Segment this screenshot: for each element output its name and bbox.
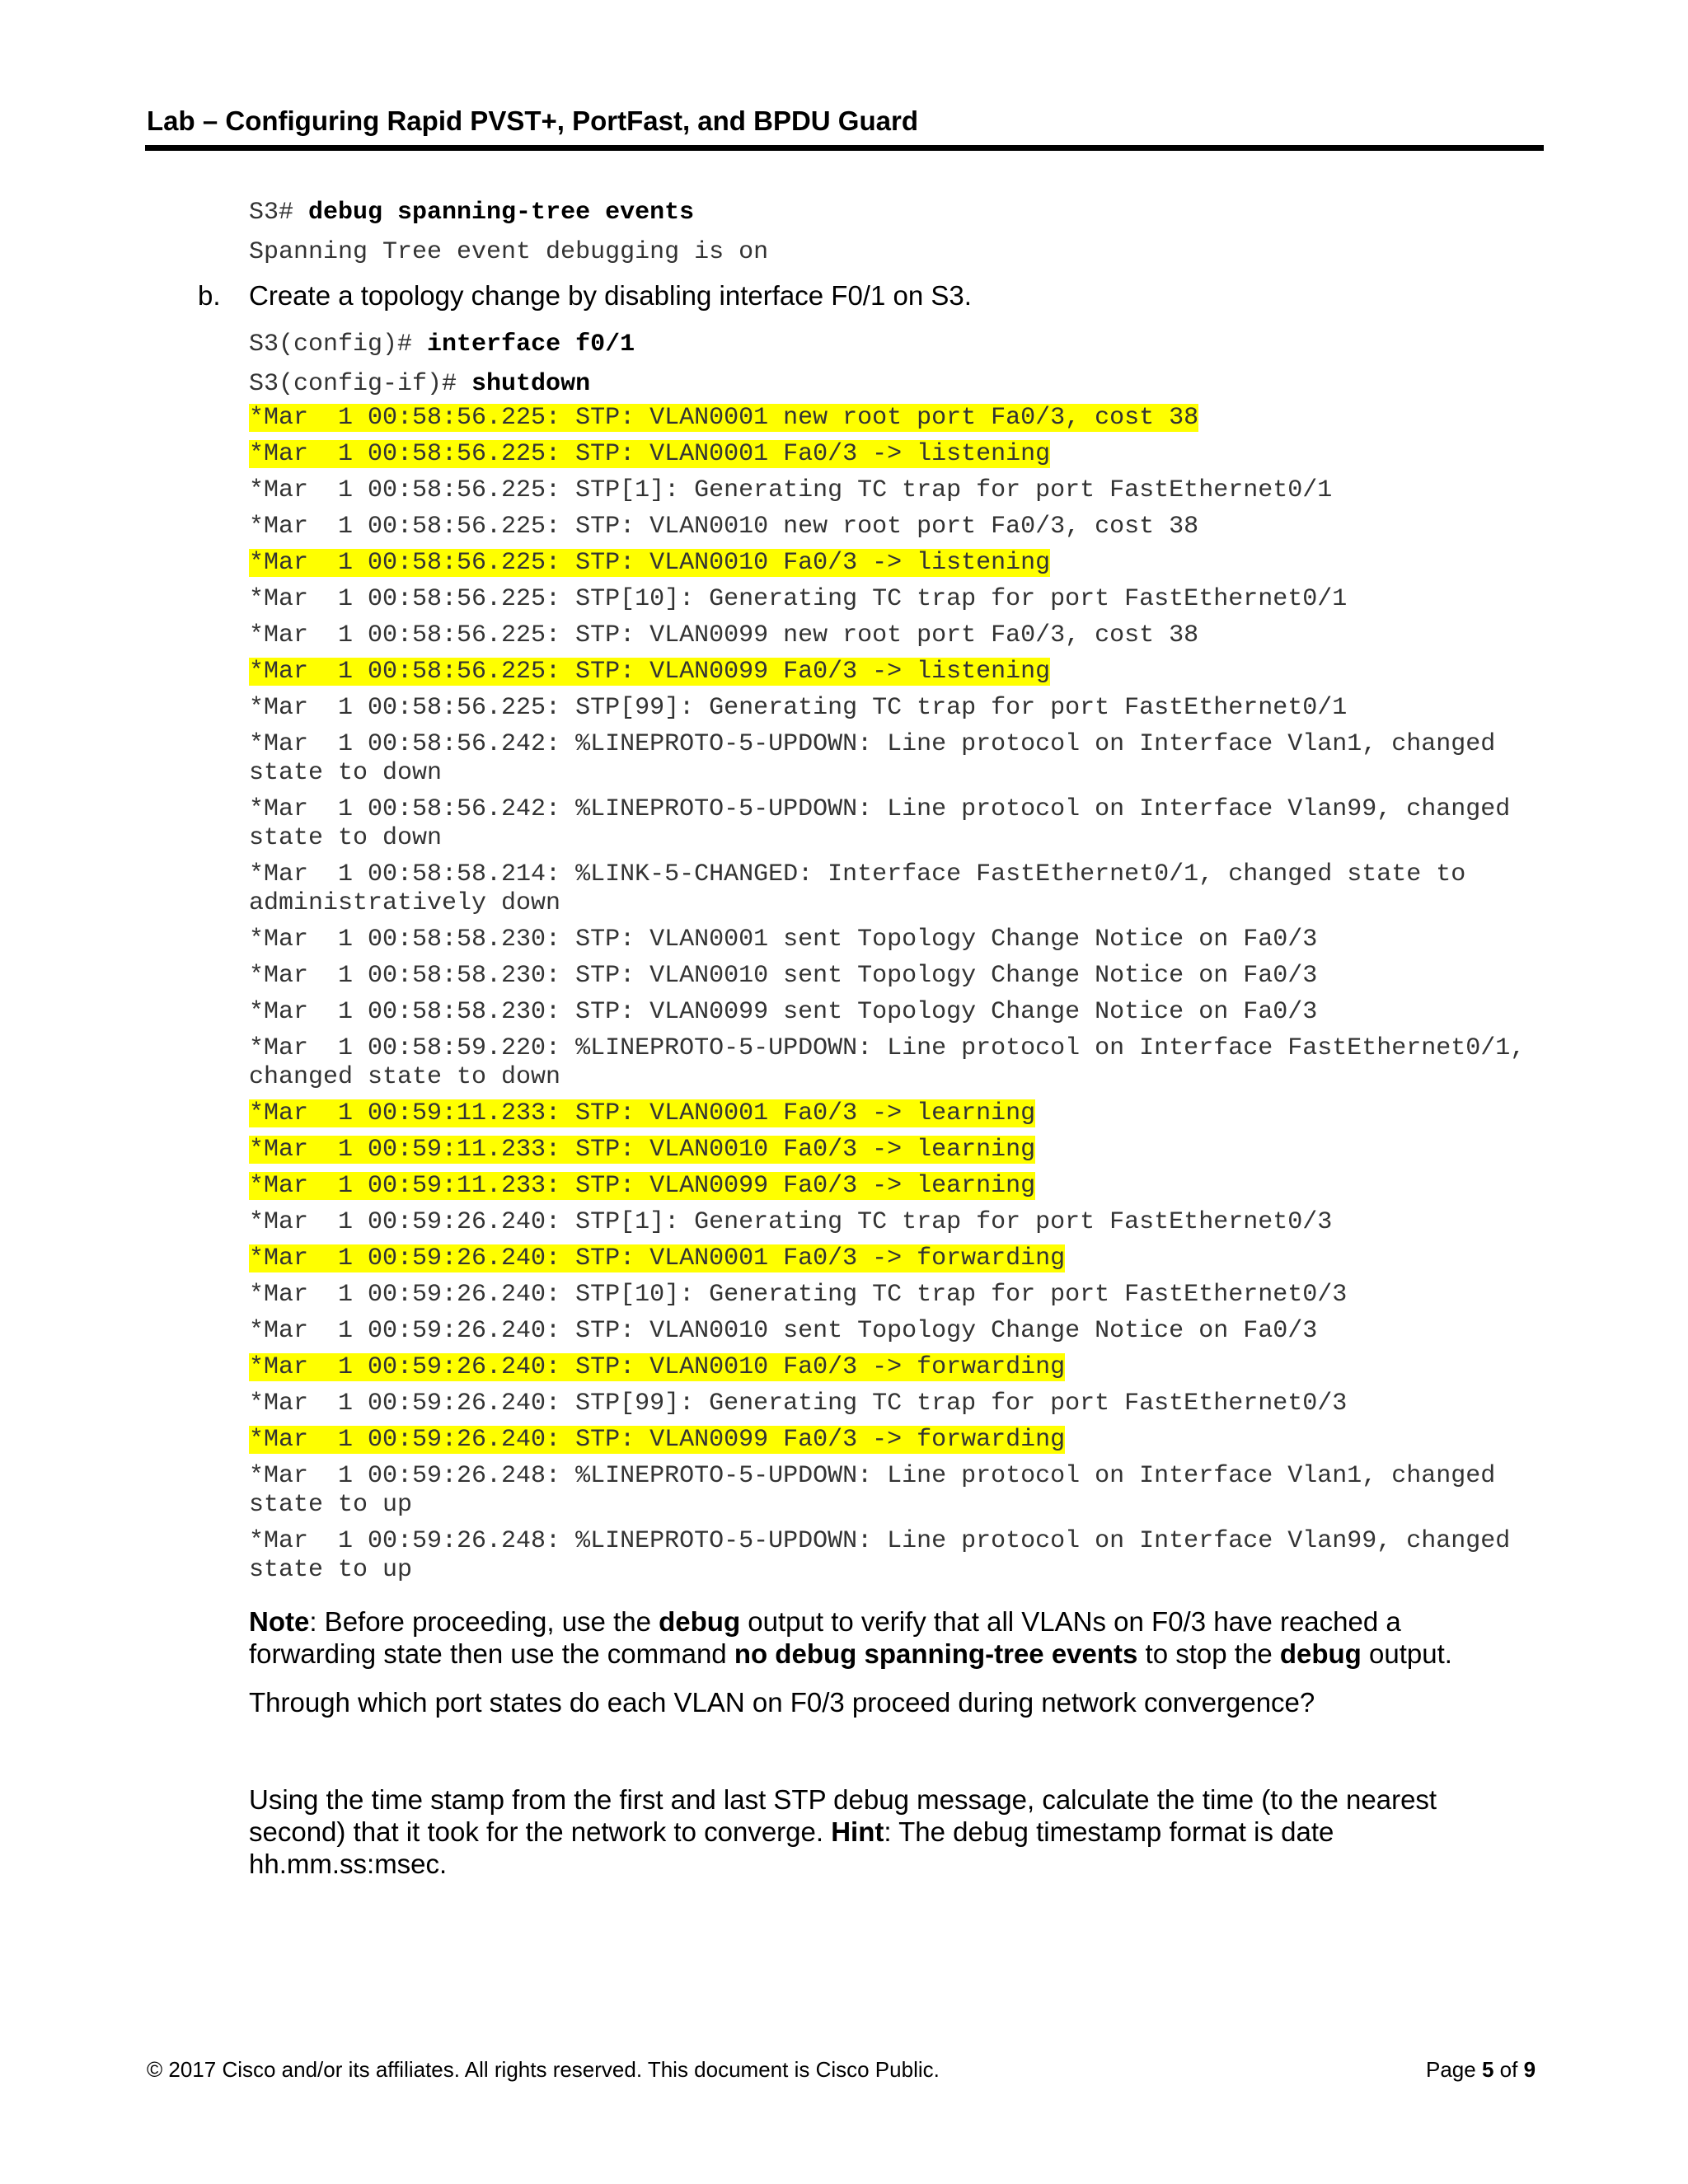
footer-copyright: © 2017 Cisco and/or its affiliates. All rights reserved. This document is Cisco Public.: [147, 2057, 940, 2082]
log-line: [249, 926, 1535, 954]
log-line: [249, 694, 1535, 723]
log-line-text: *Mar 1 00:59:26.240: STP: VLAN0010 sent Topology Change Notice on Fa0/3: [249, 1317, 1318, 1345]
log-line-text: *Mar 1 00:58:58.214: %LINK-5-CHANGED: Interface FastEthernet0/1, changed state to administratively down: [249, 860, 1481, 917]
log-line-text: *Mar 1 00:59:26.240: STP[99]: Generating TC trap for port FastEthernet0/3: [249, 1390, 1348, 1418]
hint-label: Hint: [831, 1816, 884, 1847]
question-port-states: Through which port states do each VLAN on F0/3 proceed during network convergence?: [249, 1687, 1315, 1718]
log-line: [249, 585, 1535, 614]
log-line-text: *Mar 1 00:59:26.240: STP: VLAN0099 Fa0/3 -> forwarding: [249, 1426, 1066, 1454]
step-text: Create a topology change by disabling interface F0/1 on S3.: [249, 280, 972, 311]
cli-prompt: S3(config-if)#: [249, 370, 472, 398]
log-line-highlighted: [249, 549, 1535, 578]
cli-command: debug spanning-tree events: [308, 199, 695, 227]
log-line-text: *Mar 1 00:59:26.240: STP: VLAN0010 Fa0/3 -> forwarding: [249, 1353, 1066, 1381]
log-line-highlighted: [249, 1426, 1535, 1455]
log-line-text: *Mar 1 00:59:26.240: STP: VLAN0001 Fa0/3 -> forwarding: [249, 1244, 1066, 1272]
log-line-highlighted: [249, 1244, 1535, 1273]
cli-command: shutdown: [471, 370, 591, 398]
question-convergence-time: Using the time stamp from the first and last STP debug message, calculate the time (to the nearest second) that it took for the network to converge. Hint: The debug timestamp format is date hh.mm.ss:msec.: [249, 1784, 1437, 1879]
log-line-highlighted: [249, 1136, 1535, 1165]
log-line: [249, 795, 1535, 853]
log-line-text: *Mar 1 00:59:11.233: STP: VLAN0099 Fa0/3 -> learning: [249, 1172, 1036, 1200]
cli-command: interface f0/1: [427, 330, 635, 359]
log-line: [249, 476, 1535, 505]
log-line: [249, 513, 1535, 541]
document-header-title: Lab – Configuring Rapid PVST+, PortFast, and BPDU Guard: [147, 105, 918, 136]
note-label: Note: [249, 1606, 310, 1637]
log-line-highlighted: [249, 440, 1535, 469]
log-line-text: *Mar 1 00:58:56.225: STP: VLAN0001 Fa0/3 -> listening: [249, 440, 1051, 468]
log-line-text: *Mar 1 00:58:56.225: STP: VLAN0010 Fa0/3 -> listening: [249, 549, 1051, 577]
log-line-text: *Mar 1 00:59:11.233: STP: VLAN0001 Fa0/3 -> learning: [249, 1099, 1036, 1127]
log-line-text: *Mar 1 00:59:26.248: %LINEPROTO-5-UPDOWN: Line protocol on Interface Vlan99, changed state to up: [249, 1527, 1526, 1584]
log-line-text: *Mar 1 00:58:58.230: STP: VLAN0010 sent Topology Change Notice on Fa0/3: [249, 962, 1318, 990]
log-line-highlighted: [249, 658, 1535, 687]
command-interface-line: [249, 326, 635, 363]
log-line-text: *Mar 1 00:58:56.225: STP[99]: Generating TC trap for port FastEthernet0/1: [249, 694, 1348, 722]
cli-prompt: S3#: [249, 199, 309, 227]
log-line-text: *Mar 1 00:58:58.230: STP: VLAN0001 sent Topology Change Notice on Fa0/3: [249, 926, 1318, 954]
note-paragraph: Note: Before proceeding, use the debug output to verify that all VLANs on F0/3 have reached a forwarding state then use the command no debug spanning-tree events to stop the debug output.: [249, 1606, 1452, 1669]
step-label: b.: [198, 280, 221, 311]
footer-page-number: Page 5 of 9: [1426, 2057, 1536, 2082]
header-rule: [145, 145, 1544, 151]
log-line-text: *Mar 1 00:59:26.248: %LINEPROTO-5-UPDOWN: Line protocol on Interface Vlan1, changed state to up: [249, 1462, 1511, 1519]
log-line-text: *Mar 1 00:58:56.225: STP: VLAN0001 new root port Fa0/3, cost 38: [249, 404, 1199, 432]
log-line-highlighted: [249, 1172, 1535, 1201]
command-debug-line: [249, 194, 694, 231]
log-line-highlighted: [249, 404, 1535, 433]
log-line: [249, 730, 1535, 788]
log-line-text: *Mar 1 00:59:26.240: STP[10]: Generating TC trap for port FastEthernet0/3: [249, 1281, 1348, 1309]
log-line: [249, 860, 1535, 918]
log-line: [249, 998, 1535, 1027]
log-line: [249, 962, 1535, 991]
log-line-highlighted: [249, 1099, 1535, 1128]
debug-log-output: [249, 404, 1540, 1592]
log-line: [249, 621, 1535, 650]
log-line-highlighted: [249, 1353, 1535, 1382]
log-line: [249, 1527, 1535, 1585]
cli-prompt: S3(config)#: [249, 330, 428, 359]
log-line: [249, 1034, 1540, 1092]
log-line-text: *Mar 1 00:59:26.240: STP[1]: Generating TC trap for port FastEthernet0/3: [249, 1208, 1333, 1236]
log-line: [249, 1317, 1535, 1346]
step-b: [198, 280, 972, 312]
log-line-text: *Mar 1 00:58:56.225: STP: VLAN0010 new root port Fa0/3, cost 38: [249, 513, 1199, 541]
log-line-text: *Mar 1 00:58:56.225: STP: VLAN0099 new root port Fa0/3, cost 38: [249, 621, 1199, 649]
log-line: [249, 1208, 1535, 1237]
log-line-text: *Mar 1 00:58:56.225: STP[10]: Generating TC trap for port FastEthernet0/1: [249, 585, 1348, 613]
log-line-text: *Mar 1 00:58:56.225: STP[1]: Generating TC trap for port FastEthernet0/1: [249, 476, 1333, 504]
log-line-text: *Mar 1 00:58:56.242: %LINEPROTO-5-UPDOWN: Line protocol on Interface Vlan1, changed state to down: [249, 730, 1511, 787]
command-output-line: Spanning Tree event debugging is on: [249, 238, 769, 266]
log-line: [249, 1281, 1535, 1310]
log-line-text: *Mar 1 00:58:59.220: %LINEPROTO-5-UPDOWN: Line protocol on Interface FastEthernet0/1, changed state to down: [249, 1034, 1540, 1091]
log-line: [249, 1462, 1535, 1520]
log-line-text: *Mar 1 00:59:11.233: STP: VLAN0010 Fa0/3 -> learning: [249, 1136, 1036, 1164]
log-line: [249, 1390, 1535, 1418]
command-shutdown-line: [249, 366, 590, 402]
log-line-text: *Mar 1 00:58:56.242: %LINEPROTO-5-UPDOWN: Line protocol on Interface Vlan99, changed state to down: [249, 795, 1526, 852]
log-line-text: *Mar 1 00:58:58.230: STP: VLAN0099 sent Topology Change Notice on Fa0/3: [249, 998, 1318, 1026]
log-line-text: *Mar 1 00:58:56.225: STP: VLAN0099 Fa0/3 -> listening: [249, 658, 1051, 686]
